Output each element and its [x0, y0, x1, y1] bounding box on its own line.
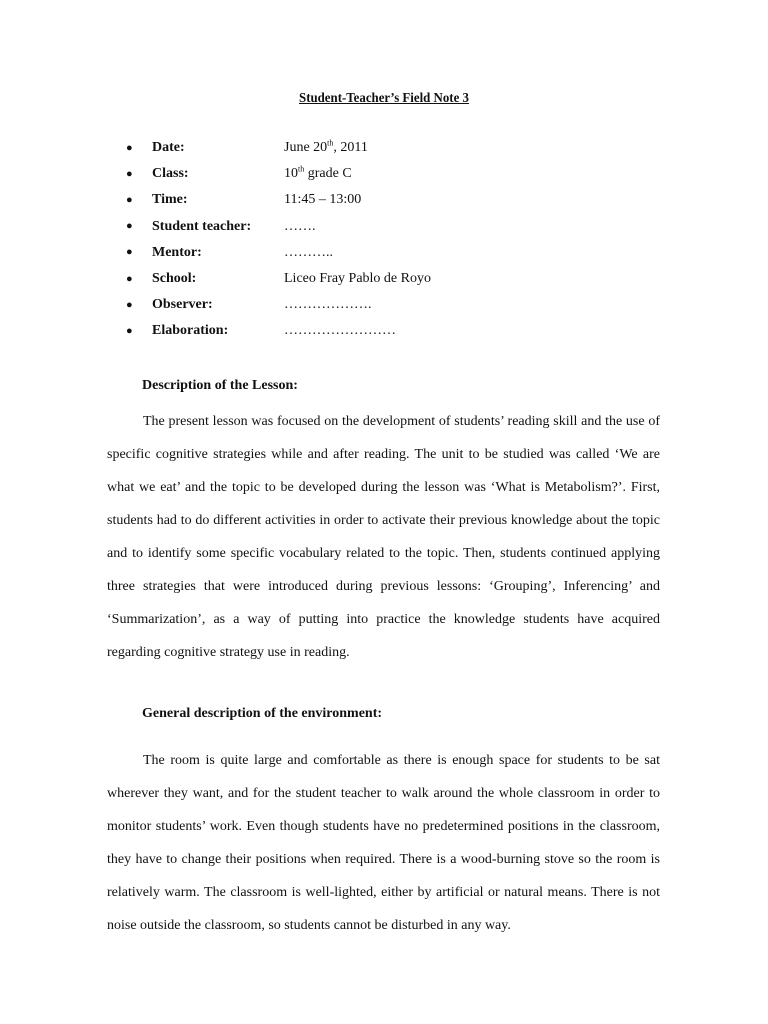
bullet-icon: ● [126, 220, 133, 233]
info-value-elaboration: …………………… [284, 323, 396, 339]
info-value-date [284, 140, 368, 156]
info-item-time [126, 187, 431, 213]
environment-heading: General description of the environment: [142, 706, 383, 721]
bullet-icon: ● [126, 324, 133, 337]
info-label-school: School: [152, 271, 197, 287]
info-label-class: Class: [152, 166, 189, 182]
class-value-suffix: grade C [304, 166, 352, 182]
info-label-student-teacher: Student teacher: [152, 218, 252, 234]
bullet-icon: ● [126, 246, 133, 259]
class-value-prefix: 10 [284, 166, 298, 182]
bullet-icon: ● [126, 272, 133, 285]
class-value-superscript: th [298, 164, 305, 174]
date-value-superscript: th [327, 138, 334, 148]
bullet-icon: ● [126, 298, 133, 311]
info-label-mentor: Mentor: [152, 244, 202, 260]
info-value-mentor: ……….. [284, 244, 333, 260]
info-value-student-teacher: ……. [284, 218, 316, 234]
info-item-student-teacher [126, 214, 431, 240]
info-item-observer [126, 292, 431, 318]
date-value-suffix: , 2011 [333, 140, 368, 156]
info-value-time: 11:45 – 13:00 [284, 192, 362, 208]
info-value-observer: ………………. [284, 297, 372, 313]
info-label-observer: Observer: [152, 297, 213, 313]
info-item-date [126, 135, 431, 161]
info-value-school: Liceo Fray Pablo de Royo [284, 271, 431, 287]
info-value-class [284, 166, 352, 182]
info-label-date: Date: [152, 140, 185, 156]
info-label-elaboration: Elaboration: [152, 323, 229, 339]
info-item-mentor [126, 240, 431, 266]
info-item-elaboration [126, 318, 431, 344]
info-item-school [126, 266, 431, 292]
lesson-paragraph: The present lesson was focused on the development of students’ reading skill and the use of specific cognitive strategies while and after reading. The unit to be studied was called ‘We are what we eat’ and the topic to be developed during the lesson was ‘What is Metabolism?’. First, students had to do different activities in order to activate their previous knowledge about the topic and to identify some specific vocabulary related to the topic. Then, students continued applying three strategies that were introduced during previous lessons: ‘Grouping’, Inferencing’ and ‘Summarization’, as a way of putting into practice the knowledge students have acquired regarding cognitive strategy use in reading. [107, 414, 660, 660]
environment-paragraph: The room is quite large and comfortable as there is enough space for students to be sat wherever they want, and for the student teacher to walk around the whole classroom in order to monitor students’ work. Even though students have no predetermined positions in the classroom, they have to change their positions when required. There is a wood-burning stove so the room is relatively warm. The classroom is well-lighted, either by artificial or natural means. There is not noise outside the classroom, so students cannot be disturbed in any way. [107, 753, 660, 933]
lesson-heading: Description of the Lesson: [142, 378, 298, 393]
bullet-icon: ● [126, 141, 133, 154]
document-title: Student-Teacher’s Field Note 3 [299, 91, 469, 106]
date-value-prefix: June 20 [284, 140, 328, 156]
info-label-time: Time: [152, 192, 188, 208]
bullet-icon: ● [126, 193, 133, 206]
bullet-icon: ● [126, 167, 133, 180]
info-item-class [126, 161, 431, 187]
info-list [126, 135, 431, 345]
